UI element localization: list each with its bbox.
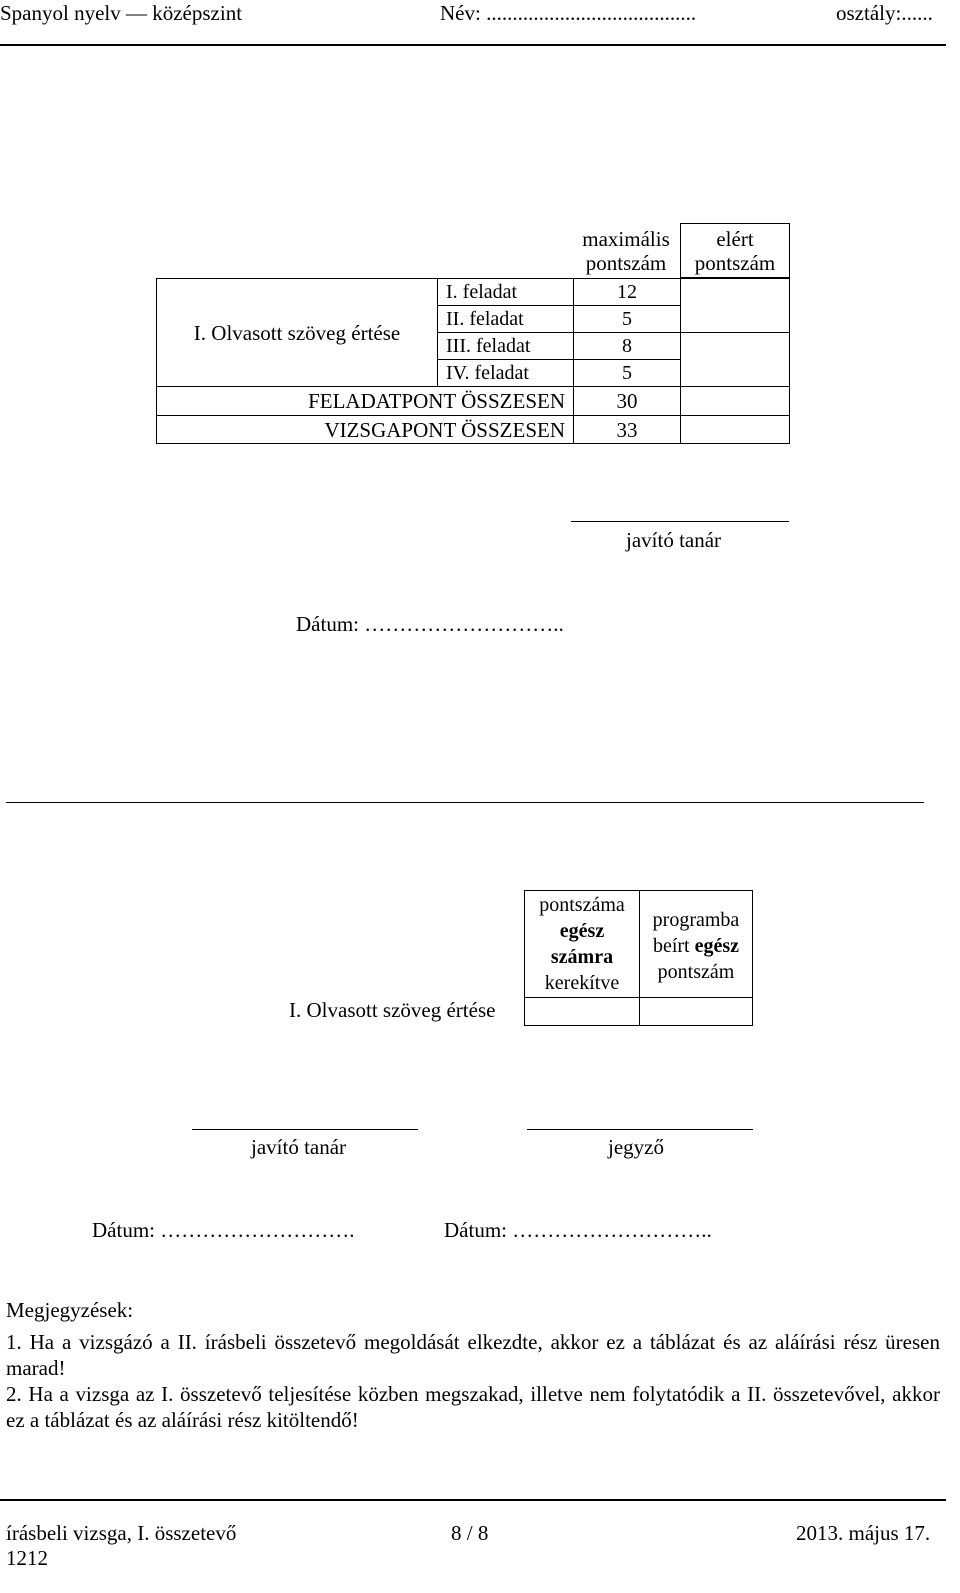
- section-cell: [156, 278, 438, 387]
- footer-divider: [0, 1499, 946, 1501]
- program-col-entered-line2: [653, 933, 739, 959]
- task-row-3-max: [573, 332, 681, 360]
- footer-exam-part: írásbeli vizsga, I. összetevő: [6, 1521, 237, 1545]
- footer-date: 2013. május 17.: [796, 1521, 931, 1545]
- total-exam-achieved[interactable]: [680, 415, 790, 444]
- total-task-label: FELADATPONT ÖSSZESEN: [308, 389, 565, 413]
- signature-role-teacher-2: javító tanár: [251, 1135, 347, 1159]
- program-col-entered-line1: programba: [652, 909, 740, 931]
- date-field-2: Dátum: ……………………….: [92, 1218, 355, 1242]
- total-task-max: 30: [616, 389, 638, 413]
- program-col-rounded: [524, 890, 640, 998]
- task-row-3-achieved[interactable]: [680, 332, 790, 387]
- program-col-rounded-line2: egész: [559, 920, 605, 942]
- program-col-entered: [639, 890, 753, 998]
- col-header-achieved: [680, 223, 790, 278]
- program-col-rounded-line3: számra: [550, 946, 614, 968]
- signature-line-teacher-2: [192, 1129, 418, 1130]
- notes-title: Megjegyzések:: [6, 1298, 134, 1322]
- task-label: IV. feladat: [446, 362, 529, 384]
- note-item-2: 2. Ha a vizsga az I. összetevő teljesítése közben megszakad, illetve nem folytatódik a II. összetevővel, akkor ez a táblázat és az aláírási rész kitöltendő!: [6, 1382, 940, 1432]
- task-row-1-max: [573, 278, 681, 306]
- task-row-2-label: [437, 305, 574, 333]
- program-section-label: I. Olvasott szöveg értése: [289, 998, 496, 1022]
- program-col-rounded-line4: kerekítve: [544, 972, 620, 994]
- col-header-max: [574, 226, 678, 276]
- total-task-max-cell: [573, 386, 681, 416]
- total-exam-max-cell: [573, 415, 681, 444]
- task-max: 12: [617, 281, 637, 303]
- total-task-achieved[interactable]: [680, 386, 790, 416]
- task-max: 5: [622, 308, 632, 330]
- col-header-achieved-line2: pontszám: [694, 250, 776, 275]
- signature-line-teacher: [571, 521, 789, 522]
- task-row-4-max: [573, 359, 681, 387]
- date-field-3: Dátum: ………………………..: [444, 1218, 712, 1242]
- section-label: I. Olvasott szöveg értése: [193, 320, 401, 345]
- task-row-1-achieved[interactable]: [680, 278, 790, 333]
- signature-line-registrar: [527, 1129, 753, 1130]
- task-row-4-label: [437, 359, 574, 387]
- task-row-2-max: [573, 305, 681, 333]
- total-exam-label-cell: [156, 415, 574, 444]
- task-max: 8: [622, 335, 632, 357]
- task-row-1-label: [437, 278, 574, 306]
- task-label: II. feladat: [446, 308, 524, 330]
- program-section-cell: [281, 996, 525, 1025]
- col-header-achieved-line1: elért: [716, 226, 754, 251]
- page-header: [0, 0, 960, 48]
- header-subject: Spanyol nyelv — középszint: [0, 1, 243, 25]
- program-col-entered-line2a: beírt: [652, 935, 695, 957]
- task-label: I. feladat: [446, 281, 518, 303]
- total-task-label-cell: [156, 386, 574, 416]
- col-header-max-line1: maximális: [582, 227, 670, 251]
- program-entered-value[interactable]: [639, 997, 753, 1026]
- program-rounded-value[interactable]: [524, 997, 640, 1026]
- signature-role-registrar: jegyző: [608, 1135, 664, 1159]
- task-max: 5: [622, 362, 632, 384]
- program-col-entered-line3: pontszám: [657, 961, 735, 983]
- header-class-field: osztály:......: [836, 1, 933, 25]
- task-row-3-label: [437, 332, 574, 360]
- signature-role-teacher: javító tanár: [626, 528, 722, 552]
- section-divider: [6, 802, 924, 803]
- footer-code: 1212: [6, 1546, 48, 1570]
- total-exam-label: VIZSGAPONT ÖSSZESEN: [324, 417, 565, 442]
- header-name-field: Név: ........................................: [440, 1, 697, 25]
- col-header-max-line2: pontszám: [585, 251, 667, 275]
- date-field-1: Dátum: ………………………..: [296, 612, 564, 636]
- footer-page-number: 8 / 8: [451, 1521, 489, 1545]
- header-divider: [0, 44, 946, 46]
- task-label: III. feladat: [446, 335, 531, 357]
- note-item-1: 1. Ha a vizsgázó a II. írásbeli összetevő megoldását elkezdte, akkor ez a táblázat és az aláírási rész üresen marad!: [6, 1330, 940, 1380]
- program-col-entered-line2b: egész: [694, 935, 740, 957]
- notes-section: [6, 1297, 940, 1433]
- program-col-rounded-line1: pontszáma: [539, 894, 625, 916]
- total-exam-max: 33: [616, 417, 638, 442]
